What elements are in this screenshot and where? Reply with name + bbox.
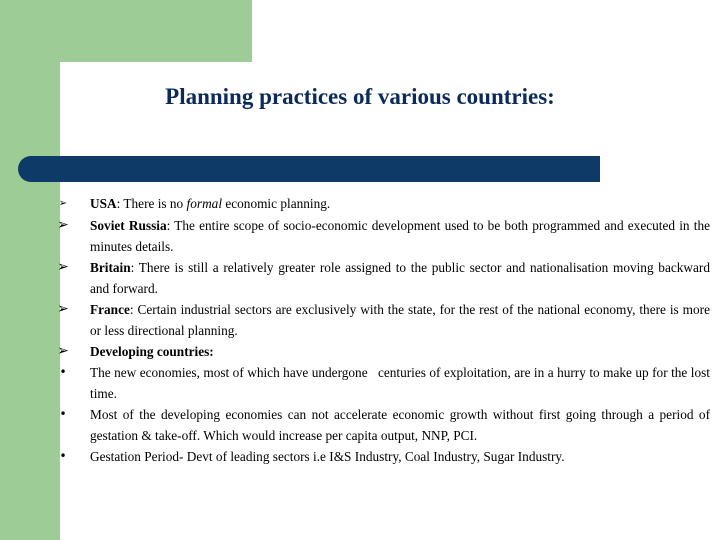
arrow-bullet-icon: ➢	[57, 343, 69, 359]
bullet-label: France	[90, 302, 130, 317]
bullet-soviet-russia: ➢ Soviet Russia: The entire scope of socio-economic development used to be both programmed and executed in the minutes details.	[60, 215, 710, 257]
bullet-gestation-period: • Gestation Period- Devt of leading sectors i.e I&S Industry, Coal Industry, Sugar Industry.	[60, 446, 710, 467]
arrow-bullet-icon: ➢	[58, 198, 68, 209]
dot-bullet-icon: •	[59, 407, 67, 421]
bullet-developing-countries	[57, 341, 710, 362]
bullet-new-economies: • The new economies, most of which have undergone centuries of exploitation, are in a hurry to make up for the lost time.	[60, 362, 710, 404]
slide-title: Planning practices of various countries:	[165, 84, 555, 109]
bullet-label: Soviet Russia	[90, 218, 167, 233]
top-accent-band	[0, 0, 252, 62]
bullet-usa: ➢ USA: There is no formal economic planning.	[60, 193, 710, 214]
arrow-bullet-icon: ➢	[57, 217, 69, 233]
bullet-developing-economies: • Most of the developing economies can not accelerate economic growth without first going through a period of gestation & take-off. Which would increase per capita output, NNP, PCI.	[60, 404, 710, 446]
dot-bullet-icon: •	[59, 365, 67, 379]
bullet-britain: ➢ Britain: There is still a relatively greater role assigned to the public sector and nationalisation moving backward and forward.	[60, 257, 710, 299]
bullet-list	[57, 193, 714, 467]
emphasis: formal	[186, 196, 223, 211]
bullet-label: USA	[90, 196, 117, 211]
title-divider-bar	[18, 156, 600, 182]
arrow-bullet-icon: ➢	[57, 301, 69, 317]
bullet-label: Britain	[90, 260, 131, 275]
dot-bullet-icon: •	[59, 449, 67, 463]
arrow-bullet-icon: ➢	[57, 259, 69, 275]
bullet-france: ➢ France: Certain industrial sectors are exclusively with the state, for the rest of the national economy, there is more or less directional planning.	[60, 299, 710, 341]
left-accent-band	[0, 0, 60, 540]
bullet-label: Developing countries:	[90, 344, 214, 359]
